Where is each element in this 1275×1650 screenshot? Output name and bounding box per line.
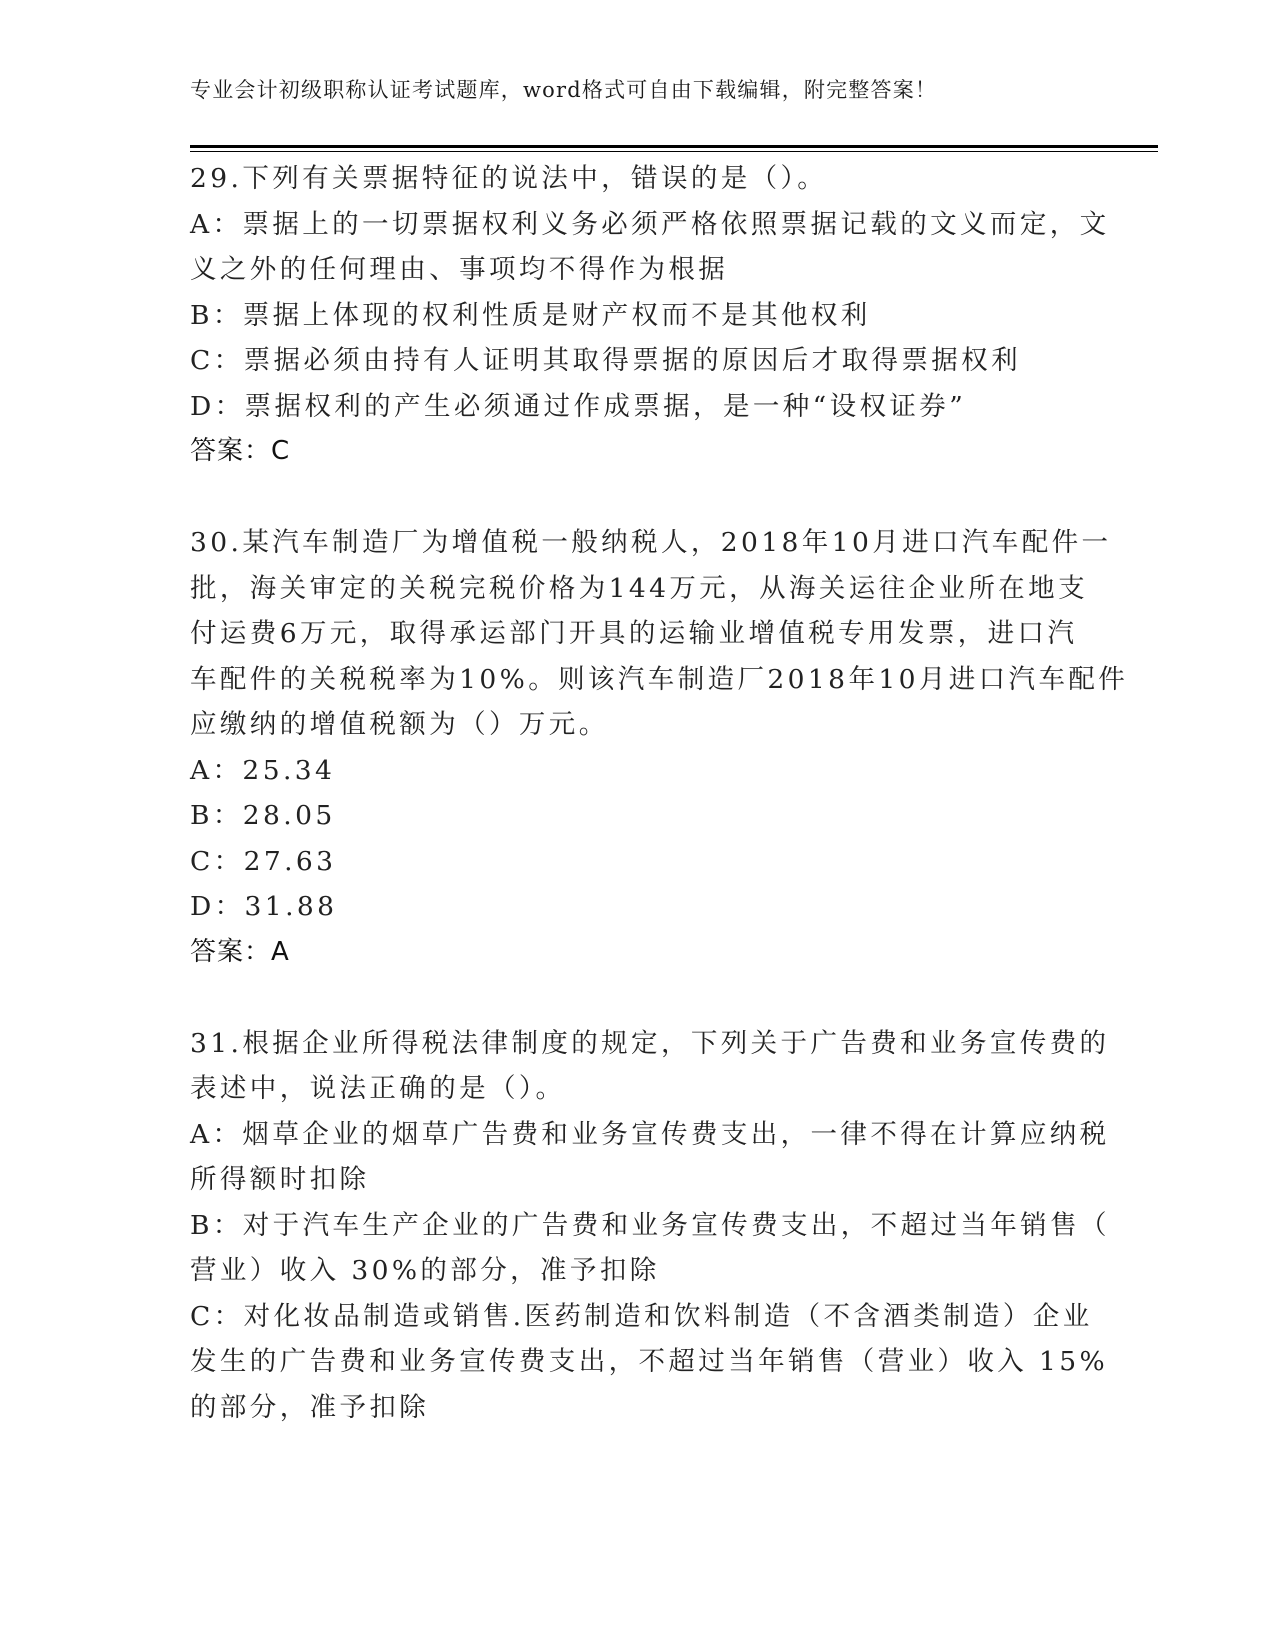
question-stem-continued: 批，海关审定的关税完税价格为144万元，从海关运往企业所在地支 bbox=[190, 572, 1088, 604]
option-c: C：票据必须由持有人证明其取得票据的原因后才取得票据权利 bbox=[190, 345, 1021, 376]
option-b: B：对于汽车生产企业的广告费和业务宣传费支出，不超过当年销售（ bbox=[190, 1209, 1110, 1241]
option-b: B：28.05 bbox=[190, 800, 336, 831]
option-a-continued: 所得额时扣除 bbox=[190, 1164, 370, 1195]
option-a: A：烟草企业的烟草广告费和业务宣传费支出，一律不得在计算应纳税 bbox=[190, 1118, 1110, 1150]
question-29 bbox=[190, 156, 1110, 475]
option-b: B：票据上体现的权利性质是财产权而不是其他权利 bbox=[190, 299, 871, 331]
question-30 bbox=[190, 520, 1129, 975]
question-list bbox=[190, 156, 1129, 1430]
answer-label: 答案：C bbox=[190, 436, 291, 466]
question-stem: 30.某汽车制造厂为增值税一般纳税人，2018年10月进口汽车配件一 bbox=[190, 527, 1112, 558]
option-d: D：票据权利的产生必须通过作成票据，是一种“设权证券” bbox=[190, 390, 967, 422]
option-d: D：31.88 bbox=[190, 891, 338, 922]
option-b-continued: 营业）收入 30%的部分，准予扣除 bbox=[190, 1255, 660, 1286]
answer-label: 答案：A bbox=[190, 936, 290, 967]
spacer bbox=[190, 975, 1090, 1021]
question-stem-continued: 付运费6万元，取得承运部门开具的运输业增值税专用发票，进口汽 bbox=[190, 618, 1078, 649]
option-c: C：对化妆品制造或销售.医药制造和饮料制造（不含酒类制造）企业 bbox=[190, 1300, 1093, 1332]
question-31 bbox=[190, 1021, 1110, 1431]
option-c-continued: 的部分，准予扣除 bbox=[190, 1391, 430, 1423]
header-rule-thick bbox=[190, 145, 1158, 148]
spacer bbox=[190, 475, 1090, 521]
header-rule-thin bbox=[190, 151, 1158, 152]
option-a: A：25.34 bbox=[190, 754, 336, 786]
question-stem-continued: 表述中，说法正确的是（）。 bbox=[190, 1073, 566, 1104]
question-stem: 31.根据企业所得税法律制度的规定，下列关于广告费和业务宣传费的 bbox=[190, 1027, 1110, 1059]
page-header: 专业会计初级职称认证考试题库，word格式可自由下载编辑，附完整答案！ bbox=[190, 78, 938, 102]
question-stem-continued: 车配件的关税税率为10%。则该汽车制造厂2018年10月进口汽车配件 bbox=[190, 663, 1129, 695]
question-stem-continued: 应缴纳的增值税额为（）万元。 bbox=[190, 709, 609, 740]
option-c: C：27.63 bbox=[190, 845, 337, 877]
option-a: A：票据上的一切票据权利义务必须严格依照票据记载的文义而定，文 bbox=[190, 208, 1110, 240]
option-a-continued: 义之外的任何理由、事项均不得作为根据 bbox=[190, 254, 729, 285]
question-stem: 29.下列有关票据特征的说法中，错误的是（）。 bbox=[190, 163, 828, 194]
option-c-continued: 发生的广告费和业务宣传费支出，不超过当年销售（营业）收入 15% bbox=[190, 1346, 1109, 1377]
